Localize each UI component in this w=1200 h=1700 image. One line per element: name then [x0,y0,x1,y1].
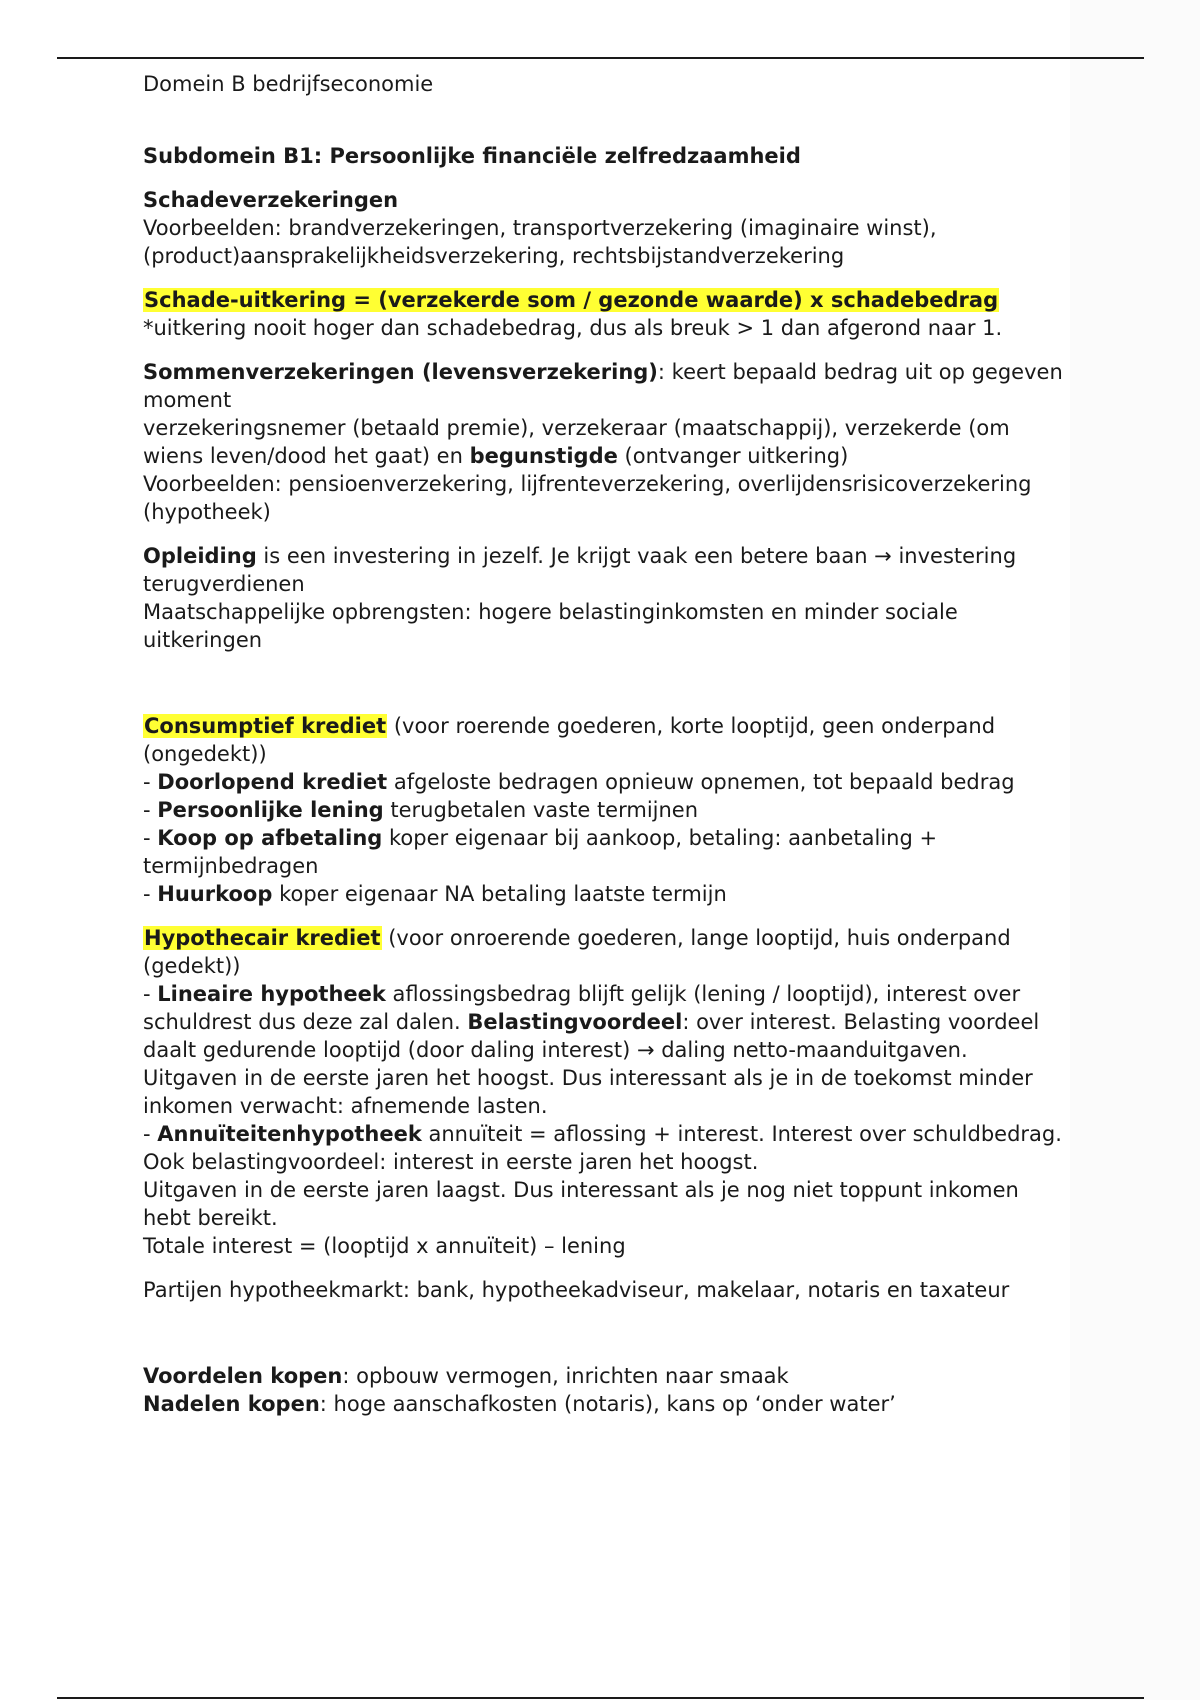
opleiding-bold: Opleiding [143,544,257,568]
header-rule [57,57,1144,59]
schade-examples-1: Voorbeelden: brandverzekeringen, transportverzekering (imaginaire winst), [143,216,937,240]
schade-heading: Schadeverzekeringen [143,188,399,212]
list-item: - Huurkoop koper eigenaar NA betaling laatste termijn [143,882,727,906]
lineair-uitgaven: Uitgaven in de eerste jaren het hoogst. Dus interessant als je in de toekomst minder inkomen verwacht: afnemende lasten. [143,1066,1033,1118]
opleiding-social: Maatschappelijke opbrengsten: hogere belastinginkomsten en minder sociale uitkeringen [143,600,958,652]
consumptief-highlight [143,714,387,738]
schade-note: *uitkering nooit hoger dan schadebedrag, dus als breuk > 1 dan afgerond naar 1. [143,316,1003,340]
sommen-begunstigde: begunstigde [469,444,618,468]
opleiding-text: is een investering in jezelf. Je krijgt vaak een betere baan → investering terugverdienen [143,544,1017,596]
sommen-section [143,358,1063,526]
voordelen-text: : opbouw vermogen, inrichten naar smaak [342,1364,789,1388]
hypothecair-desc: (voor onroerende goederen, lange looptijd, huis onderpand (gedekt)) [143,926,1011,978]
schade-formula-highlight [143,288,999,312]
page-margin-shade [1070,0,1200,1700]
hypothecair-heading: Hypothecair krediet [144,926,381,950]
opleiding-section [143,542,1063,654]
document-header: Domein B bedrijfseconomie [143,72,434,96]
footer-rule [57,1697,1144,1699]
sommen-desc: : keert bepaald bedrag uit op gegeven moment [143,360,1063,412]
schade-examples-2: (product)aansprakelijkheidsverzekering, rechtsbijstandverzekering [143,244,845,268]
lineair-item: - Lineaire hypotheek aflossingsbedrag blijft gelijk (lening / looptijd), interest over schuldrest dus deze zal dalen. Belastingvoordeel: over interest. Belasting voordeel daalt gedurende looptijd (door daling interest) → daling netto-maanduitgaven. [143,982,1040,1062]
schade-formula: Schade-uitkering = (verzekerde som / gezonde waarde) x schadebedrag [144,288,999,312]
hypothecair-section [143,924,1063,1260]
subdomain-heading: Subdomein B1: Persoonlijke financiële zelfredzaamheid [143,144,801,168]
annuiteit-uitgaven: Uitgaven in de eerste jaren laagst. Dus interessant als je nog niet toppunt inkomen hebt bereikt. [143,1178,1019,1230]
annuiteit-item: - Annuïteitenhypotheek annuïteit = aflossing + interest. Interest over schuldbedrag. Ook belastingvoordeel: interest in eerste jaren het hoogst. [143,1122,1062,1174]
kopen-section [143,1362,1063,1418]
list-item: - Doorlopend krediet afgeloste bedragen opnieuw opnemen, tot bepaald bedrag [143,770,1015,794]
consumptief-section [143,712,1063,908]
totale-interest: Totale interest = (looptijd x annuïteit) – lening [143,1234,626,1258]
document-body [143,70,1063,1418]
consumptief-heading: Consumptief krediet [144,714,387,738]
sommen-heading: Sommenverzekeringen (levensverzekering) [143,360,658,384]
hypothecair-highlight [143,926,382,950]
list-item: - Koop op afbetaling koper eigenaar bij aankoop, betaling: aanbetaling + termijnbedragen [143,826,938,878]
sommen-parties: verzekeringsnemer (betaald premie), verzekeraar (maatschappij), verzekerde (om wiens leven/dood het gaat) en [143,416,1010,468]
sommen-parties-end: (ontvanger uitkering) [617,444,849,468]
consumptief-desc: (voor roerende goederen, korte looptijd, geen onderpand (ongedekt)) [143,714,996,766]
schade-section [143,186,1063,270]
voordelen-bold: Voordelen kopen [143,1364,343,1388]
nadelen-bold: Nadelen kopen [143,1392,320,1416]
partijen-text: Partijen hypotheekmarkt: bank, hypotheekadviseur, makelaar, notaris en taxateur [143,1278,1010,1302]
sommen-examples: Voorbeelden: pensioenverzekering, lijfrenteverzekering, overlijdensrisicoverzekering (hypotheek) [143,472,1032,524]
nadelen-text: : hoge aanschafkosten (notaris), kans op ‘onder water’ [319,1392,896,1416]
list-item: - Persoonlijke lening terugbetalen vaste termijnen [143,798,699,822]
schade-formula-block [143,286,1063,342]
